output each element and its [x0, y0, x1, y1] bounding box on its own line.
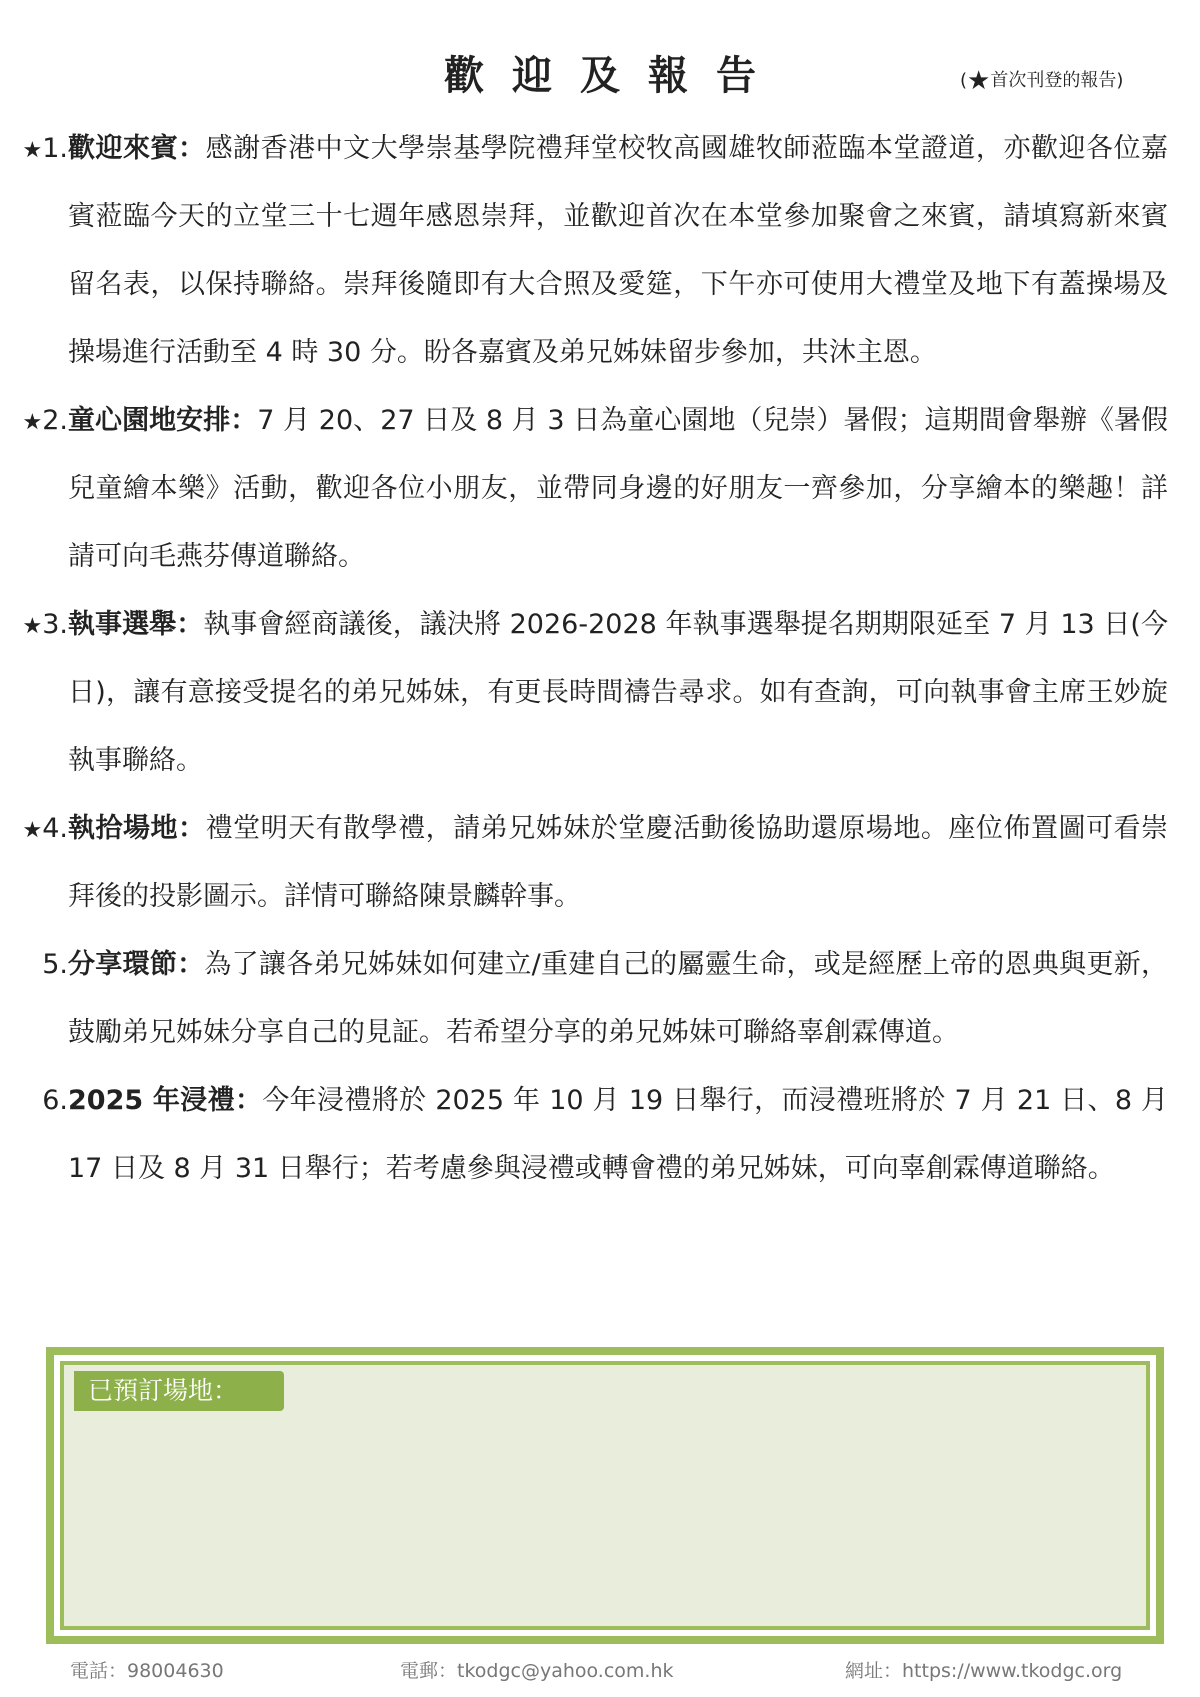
- announcement-item: [0, 1067, 1200, 1203]
- announcement-marker: [18, 931, 68, 1001]
- announcement-title: 執拾場地：: [68, 813, 206, 844]
- announcement-number: 3.: [42, 609, 68, 640]
- announcement-text: 執事會經商議後，議決將 2026-2028 年執事選舉提名期期限延至 7 月 13 日(今日)，讓有意接受提名的弟兄姊妹，有更長時間禱告尋求。如有查詢，可向執事會主席王妙旋執事聯絡。: [68, 609, 1169, 776]
- page-title: 歡迎及報告: [444, 53, 784, 99]
- star-icon: ★: [22, 138, 43, 163]
- star-icon: ★: [22, 614, 43, 639]
- footer-phone: 電話：98004630: [70, 1660, 224, 1682]
- announcement-text: 感謝香港中文大學崇基學院禮拜堂校牧高國雄牧師蒞臨本堂證道，亦歡迎各位嘉賓蒞臨今天的立堂三十七週年感恩崇拜，並歡迎首次在本堂參加聚會之來賓，請填寫新來賓留名表，以保持聯絡。崇拜後隨即有大合照及愛筵，下午亦可使用大禮堂及地下有蓋操場及操場進行活動至 4 時 30 分。盼各嘉賓及弟兄姊妹留步參加，共沐主恩。: [68, 133, 1169, 368]
- footer: [0, 1656, 1200, 1686]
- booked-venue-area: [60, 1361, 1150, 1630]
- announcement-item: [0, 115, 1200, 387]
- first-publication-legend: (★首次刊登的報告): [960, 66, 1124, 96]
- announcement-title: 分享環節：: [68, 949, 205, 980]
- announcement-marker: [18, 1067, 68, 1137]
- announcement-marker: [18, 795, 68, 865]
- announcement-marker: [18, 115, 68, 185]
- footer-email: 電郵：tkodgc@yahoo.com.hk: [400, 1660, 674, 1682]
- announcement-item: [0, 931, 1200, 1067]
- star-icon: ★: [967, 66, 991, 96]
- announcement-number: 5.: [42, 949, 68, 980]
- legend-text: 首次刊登的報告: [990, 70, 1117, 91]
- announcement-item: [0, 795, 1200, 931]
- booked-venue-label: 已預訂場地：: [74, 1371, 284, 1411]
- announcement-list: [0, 115, 1200, 1203]
- announcement-number: 6.: [42, 1085, 68, 1116]
- announcement-text: 為了讓各弟兄姊妹如何建立/重建自己的屬靈生命，或是經歷上帝的恩典與更新，鼓勵弟兄姊妹分享自己的見証。若希望分享的弟兄姊妹可聯絡辜創霖傳道。: [68, 949, 1168, 1048]
- announcement-number: 1.: [42, 133, 68, 164]
- announcement-title: 執事選舉：: [68, 609, 204, 640]
- booked-venue-box: [46, 1347, 1164, 1644]
- announcement-marker: [18, 591, 68, 661]
- announcement-number: 2.: [42, 405, 68, 436]
- announcement-text: 7 月 20、27 日及 8 月 3 日為童心園地（兒崇）暑假；這期間會舉辦《暑假兒童繪本樂》活動，歡迎各位小朋友，並帶同身邊的好朋友一齊參加，分享繪本的樂趣！詳請可向毛燕芬傳道聯絡。: [68, 405, 1169, 572]
- announcement-number: 4.: [42, 813, 68, 844]
- footer-website: 網址：https://www.tkodgc.org: [845, 1660, 1123, 1682]
- announcement-marker: [18, 387, 68, 457]
- star-icon: ★: [22, 818, 43, 843]
- announcement-item: [0, 387, 1200, 591]
- announcement-text: 今年浸禮將於 2025 年 10 月 19 日舉行，而浸禮班將於 7 月 21 日、8 月 17 日及 8 月 31 日舉行；若考慮參與浸禮或轉會禮的弟兄姊妹，可向辜創霖傳道聯絡。: [68, 1085, 1169, 1184]
- announcement-title: 2025 年浸禮：: [68, 1085, 263, 1116]
- announcement-title: 童心園地安排：: [68, 405, 258, 436]
- star-icon: ★: [22, 410, 43, 435]
- announcement-item: [0, 591, 1200, 795]
- announcement-title: 歡迎來賓：: [68, 133, 206, 164]
- announcement-text: 禮堂明天有散學禮，請弟兄姊妹於堂慶活動後協助還原場地。座位佈置圖可看崇拜後的投影圖示。詳情可聯絡陳景麟幹事。: [68, 813, 1169, 912]
